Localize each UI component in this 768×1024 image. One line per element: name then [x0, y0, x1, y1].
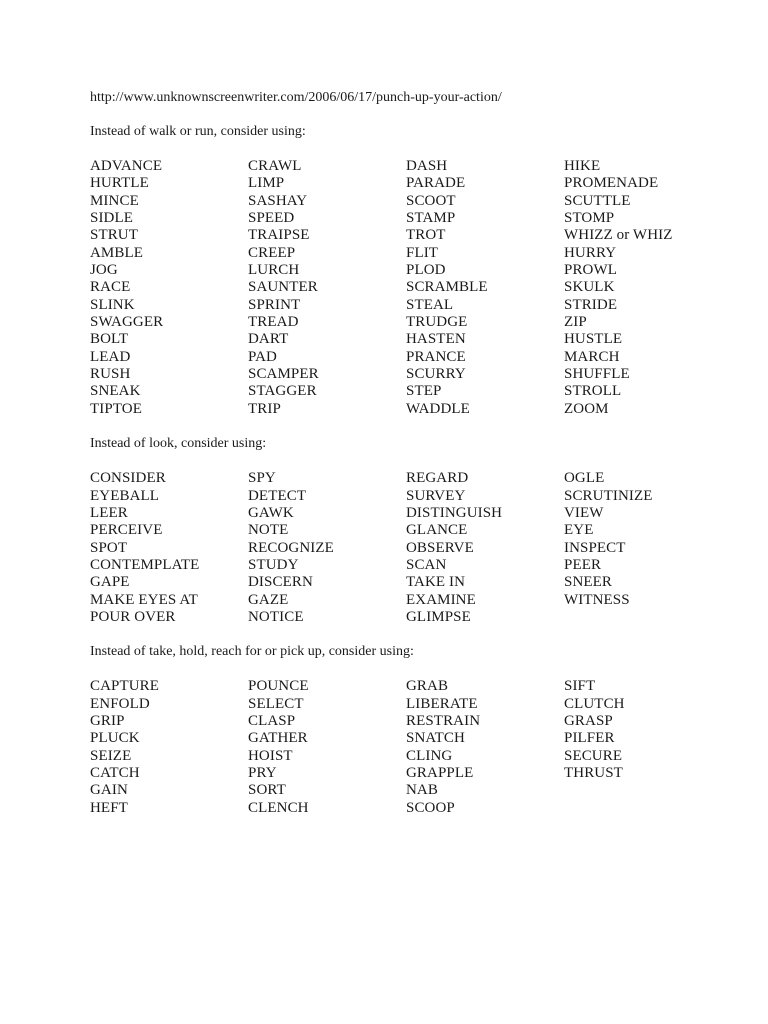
word-cell: STRIDE — [564, 296, 618, 313]
word-cell: SLINK — [90, 296, 135, 313]
word-cell: CATCH — [90, 764, 140, 781]
word-cell: CAPTURE — [90, 678, 160, 695]
word-cell: WADDLE — [406, 400, 470, 417]
spacer — [90, 626, 730, 643]
word-cell: SAUNTER — [248, 279, 318, 296]
word-cell: HIKE — [564, 158, 601, 174]
word-cell: TROT — [406, 227, 446, 244]
word-cell: LEER — [90, 504, 128, 521]
word-cell: SCOOT — [406, 192, 456, 209]
word-cell: SPRINT — [248, 296, 301, 313]
word-cell: ADVANCE — [90, 158, 163, 174]
word-cell: POUR OVER — [90, 608, 176, 625]
word-cell: SCURRY — [406, 366, 466, 383]
word-cell: TREAD — [248, 314, 299, 331]
word-cell: STEAL — [406, 296, 454, 313]
word-cell: GAWK — [248, 504, 294, 521]
word-cell: NAB — [406, 782, 438, 799]
word-cell: SELECT — [248, 695, 304, 712]
word-cell: REGARD — [406, 470, 469, 487]
spacer — [90, 452, 730, 470]
word-cell: WITNESS — [564, 591, 630, 608]
word-cell: LIMP — [248, 175, 285, 192]
word-cell: STRUT — [90, 227, 139, 244]
word-cell: DETECT — [248, 487, 307, 504]
word-cell: CLING — [406, 747, 453, 764]
word-cell: RESTRAIN — [406, 712, 481, 729]
word-cell: CONSIDER — [90, 470, 166, 487]
word-cell: TRUDGE — [406, 314, 468, 331]
word-cell: ZOOM — [564, 400, 609, 417]
word-cell: SNATCH — [406, 730, 465, 747]
word-cell: SPOT — [90, 539, 128, 556]
word-cell: SCAN — [406, 556, 447, 573]
word-cell: GLANCE — [406, 522, 468, 539]
word-cell: STAGGER — [248, 383, 317, 400]
word-cell: SCUTTLE — [564, 192, 631, 209]
word-cell: SPEED — [248, 210, 295, 227]
word-cell: PRANCE — [406, 348, 466, 365]
word-cell: OGLE — [564, 470, 605, 487]
source-url: http://www.unknownscreenwriter.com/2006/06/17/punch-up-your-action/ — [90, 90, 502, 105]
word-cell — [564, 782, 730, 799]
word-cell: SCRAMBLE — [406, 279, 488, 296]
word-cell: STOMP — [564, 210, 615, 227]
word-cell: LURCH — [248, 262, 300, 279]
word-cell: NOTE — [248, 522, 289, 539]
word-cell: PLOD — [406, 262, 446, 279]
word-cell: TRIP — [248, 400, 281, 417]
word-cell: HUSTLE — [564, 331, 623, 348]
word-cell: SNEAK — [90, 383, 141, 400]
word-cell: CLASP — [248, 712, 296, 729]
word-cell: HASTEN — [406, 331, 466, 348]
word-cell: DASH — [406, 158, 448, 174]
word-cell: VIEW — [564, 504, 604, 521]
spacer — [90, 418, 730, 435]
word-cell: INSPECT — [564, 539, 626, 556]
word-cell: CONTEMPLATE — [90, 556, 200, 573]
spacer — [90, 106, 730, 123]
word-grid-look — [90, 470, 730, 626]
word-cell: CRAWL — [248, 158, 302, 174]
word-cell — [564, 800, 730, 817]
word-cell: HURRY — [564, 244, 617, 261]
word-cell: SCRUTINIZE — [564, 487, 653, 504]
word-cell: RUSH — [90, 366, 131, 383]
word-cell: GRASP — [564, 712, 613, 729]
word-cell: SURVEY — [406, 487, 466, 504]
word-cell: LEAD — [90, 348, 131, 365]
word-cell: GRAB — [406, 678, 449, 695]
word-cell: RECOGNIZE — [248, 539, 334, 556]
word-cell: PROWL — [564, 262, 617, 279]
spacer — [90, 140, 730, 158]
word-cell: EXAMINE — [406, 591, 476, 608]
section-intro-walk: Instead of walk or run, consider using: — [90, 124, 306, 139]
word-cell: BOLT — [90, 331, 129, 348]
word-cell — [564, 609, 730, 626]
word-cell: PARADE — [406, 175, 466, 192]
word-cell: PLUCK — [90, 730, 140, 747]
word-cell: GRAPPLE — [406, 764, 474, 781]
word-cell: TIPTOE — [90, 400, 142, 417]
word-cell: SHUFFLE — [564, 366, 630, 383]
word-cell: SWAGGER — [90, 314, 164, 331]
word-cell: SASHAY — [248, 192, 308, 209]
section-intro-look: Instead of look, consider using: — [90, 436, 267, 452]
word-cell: AMBLE — [90, 244, 143, 261]
word-cell: THRUST — [564, 764, 623, 781]
word-cell: MAKE EYES AT — [90, 591, 198, 608]
section-intro-take: Instead of take, hold, reach for or pick up, consider using: — [90, 644, 414, 660]
word-cell: SIFT — [564, 678, 596, 695]
word-cell: SCOOP — [406, 799, 455, 816]
word-cell: TRAIPSE — [248, 227, 310, 244]
word-cell: ZIP — [564, 314, 587, 331]
word-cell: PERCEIVE — [90, 522, 163, 539]
word-cell: LIBERATE — [406, 695, 478, 712]
word-cell: WHIZZ or WHIZ — [564, 227, 673, 244]
word-cell: STROLL — [564, 383, 622, 400]
word-cell: GLIMPSE — [406, 608, 471, 625]
word-cell: DART — [248, 331, 289, 348]
word-cell: PRY — [248, 764, 277, 781]
word-cell: STEP — [406, 383, 442, 400]
word-cell: EYE — [564, 522, 594, 539]
word-cell: PILFER — [564, 730, 615, 747]
word-cell: SIDLE — [90, 210, 133, 227]
word-cell: HOIST — [248, 747, 293, 764]
word-cell: DISCERN — [248, 574, 313, 591]
word-cell: SPY — [248, 470, 276, 487]
word-cell: EYEBALL — [90, 487, 160, 504]
word-cell: NOTICE — [248, 608, 304, 625]
word-grid-walk — [90, 158, 730, 418]
word-cell: JOG — [90, 262, 118, 279]
word-cell: SKULK — [564, 279, 615, 296]
document-page — [90, 89, 730, 817]
word-cell: HURTLE — [90, 175, 149, 192]
word-cell: GATHER — [248, 730, 308, 747]
word-cell: SECURE — [564, 747, 623, 764]
word-cell: STAMP — [406, 210, 456, 227]
word-cell: ENFOLD — [90, 695, 150, 712]
word-cell: GAPE — [90, 574, 130, 591]
word-cell: CREEP — [248, 244, 296, 261]
word-cell: MARCH — [564, 348, 620, 365]
word-cell: CLENCH — [248, 799, 309, 816]
word-grid-take — [90, 678, 730, 817]
word-cell: GAIN — [90, 782, 128, 799]
word-cell: STUDY — [248, 556, 299, 573]
word-cell: HEFT — [90, 799, 128, 816]
word-cell: PEER — [564, 556, 602, 573]
word-cell: POUNCE — [248, 678, 309, 695]
word-cell: MINCE — [90, 192, 139, 209]
word-cell: PROMENADE — [564, 175, 659, 192]
word-cell: RACE — [90, 279, 131, 296]
word-cell: PAD — [248, 348, 277, 365]
word-cell: SCAMPER — [248, 366, 319, 383]
word-cell: SNEER — [564, 574, 613, 591]
word-cell: OBSERVE — [406, 539, 474, 556]
word-cell: SORT — [248, 782, 286, 799]
spacer — [90, 660, 730, 678]
word-cell: GRIP — [90, 712, 125, 729]
word-cell: GAZE — [248, 591, 289, 608]
word-cell: FLIT — [406, 244, 439, 261]
word-cell: SEIZE — [90, 747, 132, 764]
word-cell: CLUTCH — [564, 695, 625, 712]
word-cell: TAKE IN — [406, 574, 466, 591]
word-cell: DISTINGUISH — [406, 504, 503, 521]
